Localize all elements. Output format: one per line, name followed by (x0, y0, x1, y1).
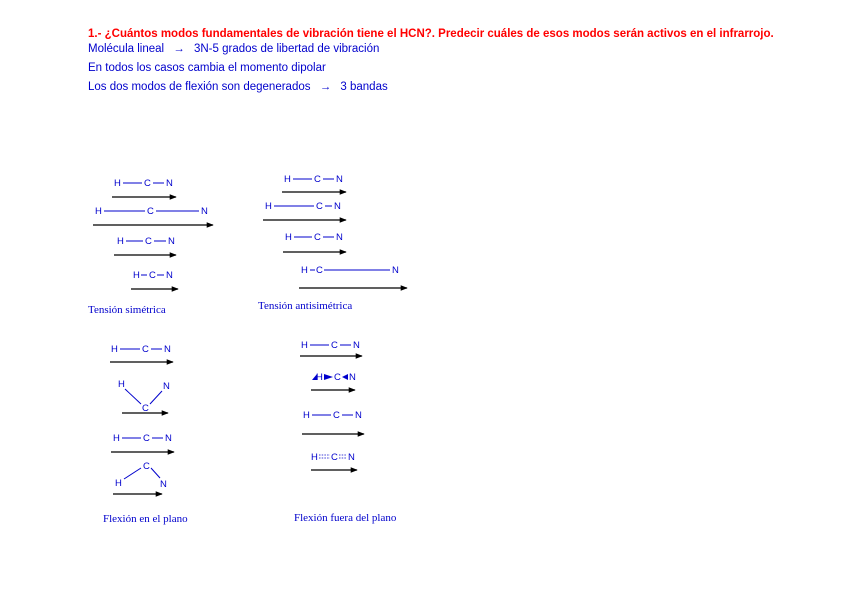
atom-n: N (392, 265, 399, 276)
atom-h: H (133, 270, 140, 281)
atom-n: N (348, 452, 355, 463)
atom-n: N (168, 236, 175, 247)
implies-arrow: → (319, 81, 332, 93)
atom-c: C (331, 340, 338, 351)
atom-n: N (349, 372, 356, 383)
hcn-frame-1 (110, 344, 173, 362)
degrees-of-freedom-text: 3N-5 grados de libertad de vibración (193, 43, 380, 55)
hcn-frame-3 (114, 236, 176, 255)
atom-h: H (111, 344, 118, 355)
atom-c: C (143, 433, 150, 444)
atom-c: C (331, 452, 338, 463)
atom-n: N (336, 232, 343, 243)
atom-h: H (114, 178, 121, 189)
hcn-frame-1 (300, 340, 362, 356)
atom-c: C (142, 344, 149, 355)
atom-n: N (165, 433, 172, 444)
hcn-frame-1 (282, 174, 346, 192)
atom-h: H (311, 452, 318, 463)
hcn-frame-3 (283, 232, 346, 252)
atom-h: H (316, 372, 323, 383)
atom-n: N (163, 381, 170, 392)
atom-h: H (113, 433, 120, 444)
atom-c: C (149, 270, 156, 281)
atom-c: C (144, 178, 151, 189)
atom-h: H (301, 340, 308, 351)
hcn-frame-2 (93, 206, 213, 225)
atom-h: H (285, 232, 292, 243)
wedge-icon (324, 374, 333, 380)
atom-c: C (314, 174, 321, 185)
perspective-hcn-frame-2 (311, 372, 356, 390)
atom-n: N (164, 344, 171, 355)
atom-h: H (265, 201, 272, 212)
atom-h: H (115, 478, 122, 489)
atom-c: C (147, 206, 154, 217)
hcn-frame-3 (111, 433, 174, 452)
hcn-frame-4 (299, 265, 407, 288)
bent-hcn-frame-2 (118, 379, 170, 414)
bands-count-text: 3 bandas (340, 81, 388, 93)
symmetric-stretch-panel (88, 178, 213, 316)
hcn-frame-4 (131, 270, 178, 289)
atom-h: H (117, 236, 124, 247)
wedge-icon (342, 374, 348, 380)
atom-n: N (160, 479, 167, 490)
atom-n: N (353, 340, 360, 351)
atom-c: C (145, 236, 152, 247)
atom-n: N (166, 270, 173, 281)
bent-hcn-frame-4 (113, 461, 167, 494)
atom-n: N (334, 201, 341, 212)
atom-c: C (142, 403, 149, 414)
atom-c: C (316, 265, 323, 276)
atom-h: H (284, 174, 291, 185)
in-plane-bending-caption: Flexión en el plano (103, 513, 188, 525)
atom-n: N (201, 206, 208, 217)
hcn-frame-1 (112, 178, 176, 197)
atom-c: C (314, 232, 321, 243)
atom-n: N (336, 174, 343, 185)
atom-h: H (303, 410, 310, 421)
atom-h: H (301, 265, 308, 276)
hcn-frame-2 (263, 201, 346, 220)
atom-n: N (166, 178, 173, 189)
in-plane-bending-panel (103, 344, 188, 525)
out-of-plane-bending-panel (294, 340, 397, 524)
perspective-hcn-frame-4 (311, 452, 357, 470)
atom-h: H (118, 379, 125, 390)
question-title: 1.- ¿Cuántos modos fundamentales de vibración tiene el HCN?. Predecir cuáles de esos modos serán activos en el infrarrojo. (88, 28, 774, 40)
implies-arrow: → (173, 43, 185, 55)
atom-h: H (95, 206, 102, 217)
linear-molecule-text: Molécula lineal (88, 43, 165, 55)
out-of-plane-bending-caption: Flexión fuera del plano (294, 512, 397, 524)
atom-n: N (355, 410, 362, 421)
atom-c: C (316, 201, 323, 212)
symmetric-stretch-caption: Tensión simétrica (88, 304, 166, 316)
atom-c: C (333, 410, 340, 421)
hcn-frame-3 (302, 410, 364, 434)
atom-c: C (143, 461, 150, 472)
antisymmetric-stretch-caption: Tensión antisimétrica (258, 300, 353, 312)
degenerate-modes-text: Los dos modos de flexión son degenerados (88, 81, 311, 93)
dipole-moment-line: En todos los casos cambia el momento dipolar (88, 62, 326, 74)
atom-c: C (334, 372, 341, 383)
antisymmetric-stretch-panel (258, 174, 407, 312)
